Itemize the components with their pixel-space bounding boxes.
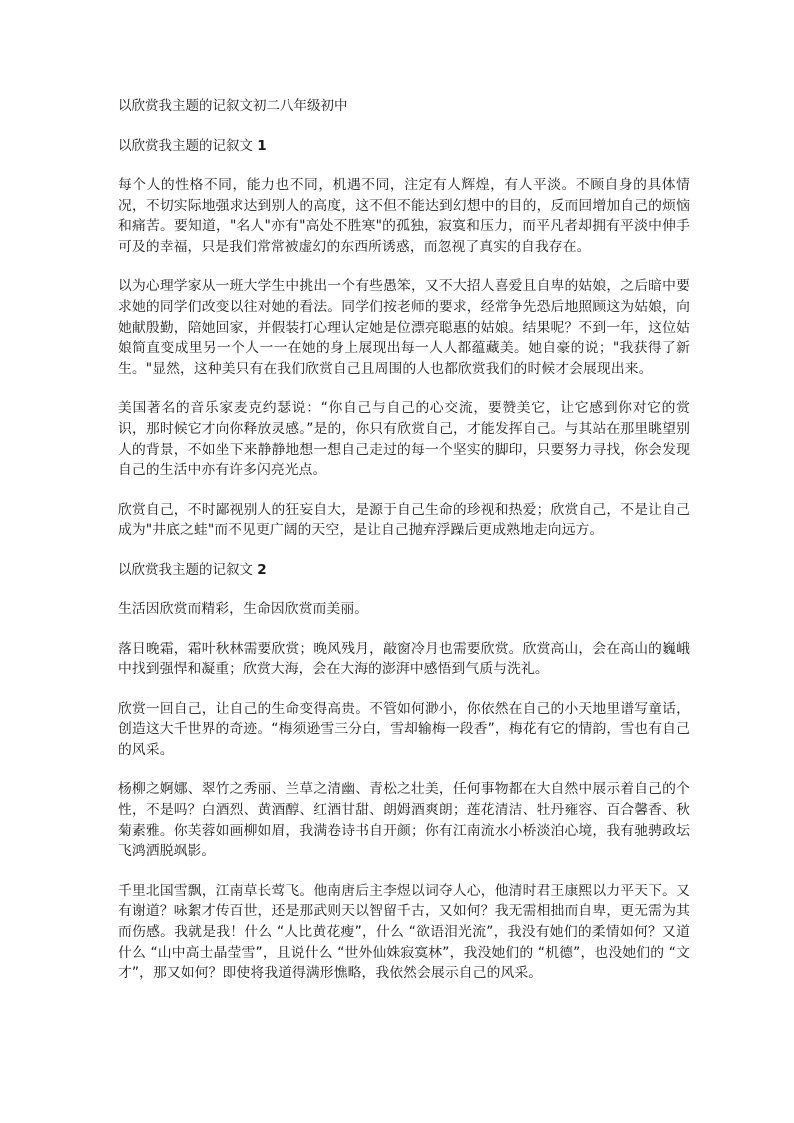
section-heading (118, 136, 690, 156)
paragraph: 每个人的性格不同，能力也不同，机遇不同，注定有人辉煌，有人平淡。不顾自身的具体情况，不切实际地强求达到别人的高度，这不但不能达到幻想中的目的，反而回增加自己的烦恼和痛苦。要知道，"名人"亦有"高处不胜寒"的孤独，寂寞和压力，而平凡者却拥有平淡中伸手可及的幸福，只是我们常常被虚幻的东西所诱惑，而忽视了真实的自我存在。 (118, 177, 690, 255)
paragraph: 落日晚霜，霜叶秋林需要欣赏；晚风残月，敲窗冷月也需要欣赏。欣赏高山，会在高山的巍峨中找到强悍和凝重；欣赏大海，会在大海的澎湃中感悟到气质与洗礼。 (118, 640, 690, 678)
document-title: 以欣赏我主题的记叙文初二八年级初中 (118, 98, 348, 114)
paragraph: 美国著名的音乐家麦克约瑟说：“你自己与自己的心交流，要赞美它，让它感到你对它的赏识，那时候它才向你释放灵感。”是的，你只有欣赏自己，才能发挥自己。与其站在那里眺望别人的背景，不如坐下来静静地想一想自己走过的每一个坚实的脚印，只要努力寻找，你会发现自己的生活中亦有许多闪亮光点。 (118, 400, 690, 479)
essay-section-2 (118, 560, 690, 984)
section-number: 2 (257, 561, 267, 578)
section-heading-text: 以欣赏我主题的记叙文 (118, 561, 253, 578)
paragraph: 欣赏一回自己，让自己的生命变得高贵。不管如何渺小，你依然在自己的小天地里谱写童话，创造这大千世界的奇迹。“梅须逊雪三分白，雪却输梅一段香”，梅花有它的情韵，雪也有自己的风采。 (118, 700, 690, 758)
paragraph: 千里北国雪飘，江南草长莺飞。他南唐后主李煜以词夺人心，他清时君王康熙以力平天下。又有谢道？咏絮才传百世，还是那武则天以智留千古，又如何？我无需相拙而自卑，更无需为其而伤感。我就是我！什么 “人比黄花瘦”，什么 “欲语泪光流”，我没有她们的柔情如何？又道什么 “山中高士晶莹雪”，且说什么 “世外仙姝寂寞林”，我没她们的 “机德”，也没她们的 “文才”，那又如何？即使将我道得满形憔略，我依然会展示自己的风采。 (118, 882, 690, 982)
paragraph: 以为心理学家从一班大学生中挑出一个有些愚笨，又不大招人喜爱且自卑的姑娘，之后暗中要求她的同学们改变以往对她的看法。同学们按老师的要求，经常争先恐后地照顾这为姑娘，向她献殷勤，陪她回家，并假装打心理认定她是位漂亮聪惠的姑娘。结果呢？不到一年，这位姑娘简直变成里另一个人一一在她的身上展现出每一人人都蕴藏美。她自豪的说；"我获得了新生。"显然，这种美只有在我们欣赏自己且周围的人也都欣赏我们的时候才会展现出来。 (118, 278, 690, 377)
essay-section-1 (118, 136, 690, 541)
paragraph: 杨柳之婀娜、翠竹之秀丽、兰草之清幽、青松之壮美，任何事物都在大自然中展示着自己的个性，不是吗？白酒烈、黄酒醇、红酒甘甜、朗姆酒爽朗；莲花清洁、牡丹雍容、百合馨香、秋菊素雅。你芙蓉如画柳如眉，我满卷诗书自开颜；你有江南流水小桥淡泊心境，我有驰骋政坛飞鸿洒脱飒影。 (118, 781, 690, 860)
section-number: 1 (257, 138, 267, 154)
section-heading-text: 以欣赏我主题的记叙文 (118, 138, 253, 154)
paragraph: 欣赏自己，不时鄙视别人的狂妄自大，是源于自己生命的珍视和热爱；欣赏自己，不是让自己成为"井底之蛙"而不见更广阔的天空，是让自己抛弃浮躁后更成熟地走向远方。 (118, 501, 690, 539)
section-heading (118, 560, 690, 580)
paragraph: 生活因欣赏而精彩，生命因欣赏而美丽。 (118, 600, 369, 617)
document-page (118, 96, 690, 1003)
